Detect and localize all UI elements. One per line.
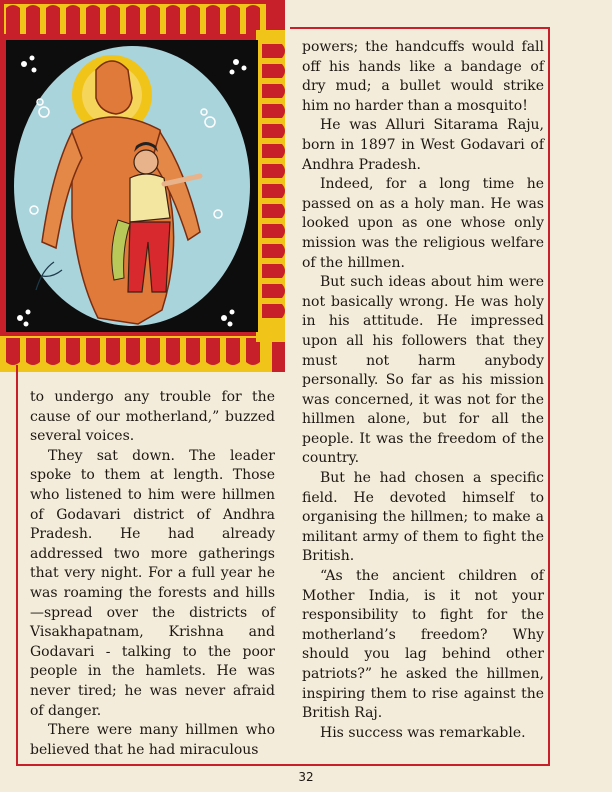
paragraph: to undergo any trouble for the cause of our motherland,” buzzed several voices. (30, 389, 275, 445)
paragraph: He was Alluri Sitarama Raju, born in 1897 in West Godavari of Andhra Pradesh. (302, 117, 544, 173)
left-text-column (30, 388, 275, 760)
frame-border-left (16, 365, 18, 766)
paragraph: “As the ancient children of Mother India, is it not your responsibility to fight for the motherland’s freedom? Why should you lag behind other patriots?” he asked the hillmen, inspiring them to rise against the British Raj. (302, 568, 544, 722)
frame-border-top (290, 27, 548, 29)
frame-border-bottom (16, 764, 550, 766)
paragraph: Indeed, for a long time he passed on as a holy man. He was looked upon as one whose only mission was the religious welfare of the hillmen. (302, 176, 544, 271)
paragraph: powers; the handcuffs would fall off his hands like a bandage of dry mud; a bullet would strike him no harder than a mosquito! (302, 39, 544, 114)
right-text-column (302, 38, 544, 743)
page-number: 32 (298, 770, 314, 784)
frame-border-right (548, 27, 550, 765)
paragraph: His success was remarkable. (320, 724, 526, 741)
illustration-panel (0, 0, 285, 372)
paragraph: But he had chosen a specific field. He devoted himself to organising the hillmen; to make a militant army of them to fight the British. (302, 470, 544, 565)
paragraph: But such ideas about him were not basically wrong. He was holy in his attitude. He impressed upon all his followers that they must not harm anybody personally. So far as his mission was concerned, it was not for the hillmen alone, but for all the people. It was the freedom of the country. (302, 274, 544, 467)
paragraph: There were many hillmen who believed that he had miraculous (30, 722, 275, 758)
paragraph: They sat down. The leader spoke to them at length. Those who listened to him were hillmen of Godavari district of Andhra Pradesh. He had already addressed two more gatherings that very night. For a full year he was roaming the forests and hills—spread over the districts of Visakhapatnam, Krishna and Godavari - talking to the poor people in the hamlets. He was never tired; he was never afraid of danger. (30, 447, 275, 719)
